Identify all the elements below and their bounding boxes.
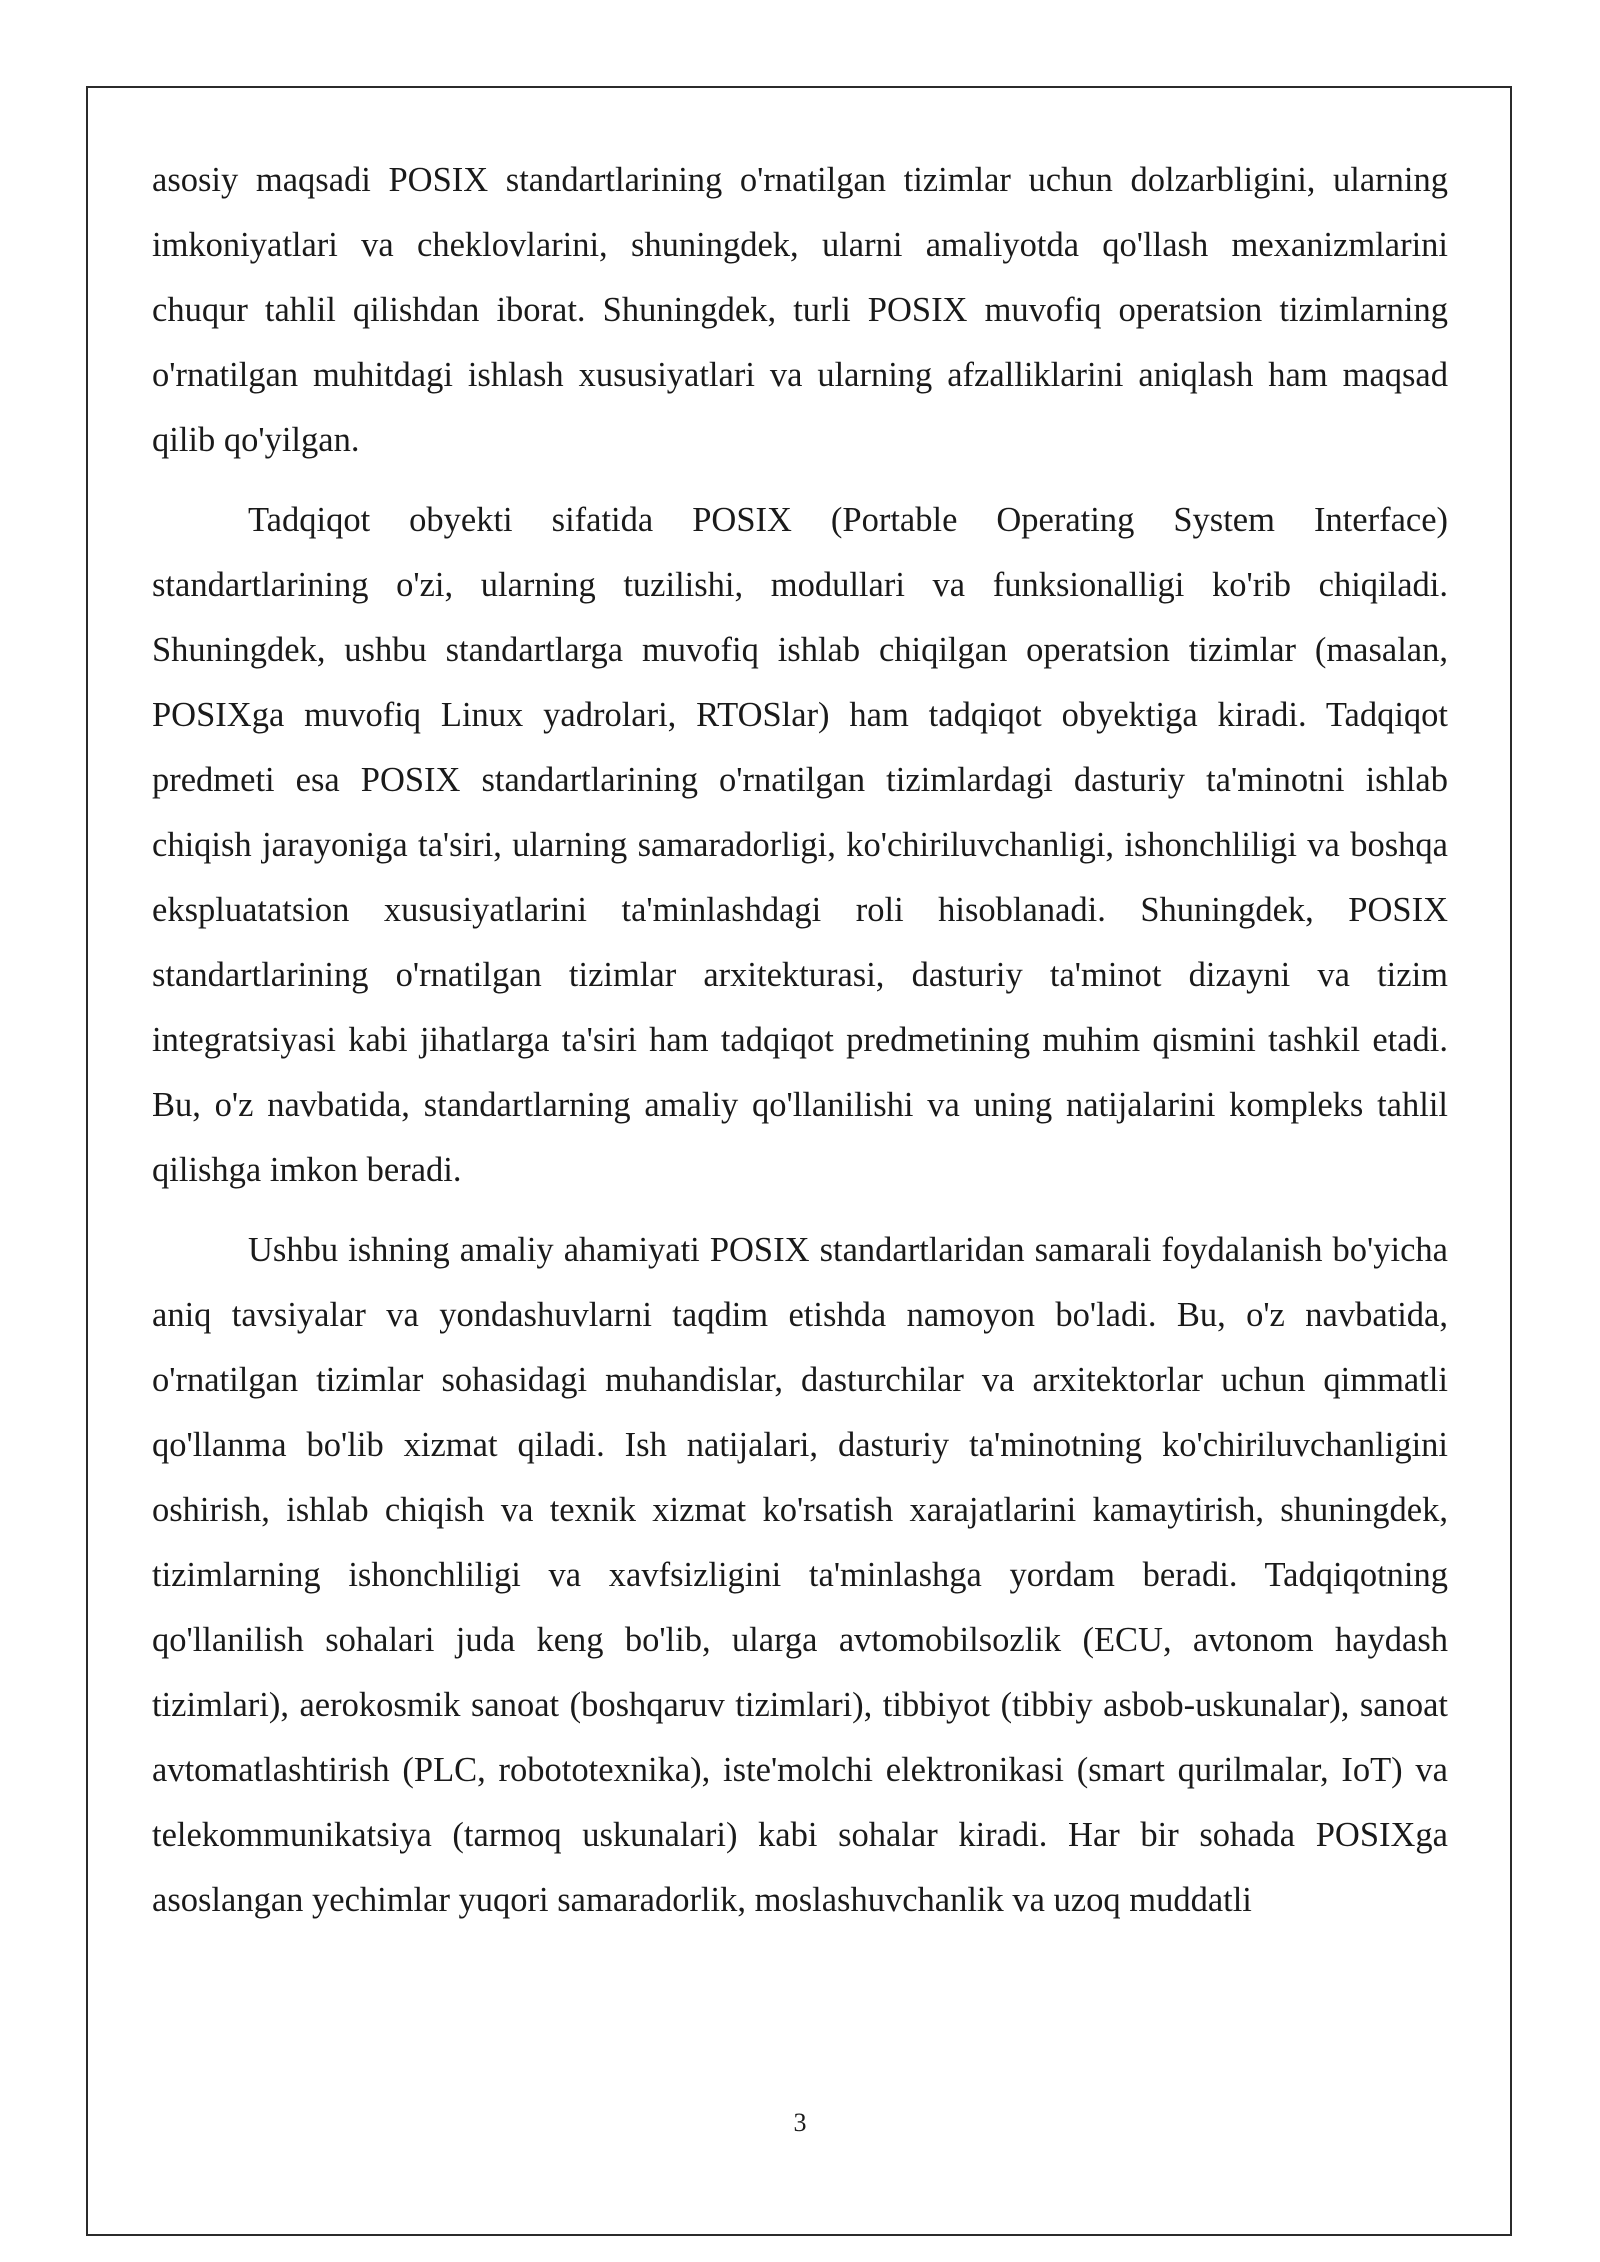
paragraph-practical-significance: Ushbu ishning amaliy ahamiyati POSIX standartlaridan samarali foydalanish bo'yicha aniq tavsiyalar va yondashuvlarni taqdim etishda namoyon bo'ladi. Bu, o'z navbatida, o'rnatilgan tizimlar sohasidagi muhandislar, dasturchilar va arxitektorlar uchun qimmatli qo'llanma bo'lib xizmat qiladi. Ish natijalari, dasturiy ta'minotning ko'chiriluvchanligini oshirish, ishlab chiqish va texnik xizmat ko'rsatish xarajatlarini kamaytirish, shuningdek, tizimlarning ishonchliligi va xavfsizligini ta'minlashga yordam beradi. Tadqiqotning qo'llanilish sohalari juda keng bo'lib, ularga avtomobilsozlik (ECU, avtonom haydash tizimlari), aerokosmik sanoat (boshqaruv tizimlari), tibbiyot (tibbiy asbob-uskunalar), sanoat avtomatlashtirish (PLC, robototexnika), iste'molchi elektronikasi (smart qurilmalar, IoT) va telekommunikatsiya (tarmoq uskunalari) kabi sohalar kiradi. Har bir sohada POSIXga asoslangan yechimlar yuqori samaradorlik, moslashuvchanlik va uzoq muddatli (152, 1231, 1448, 1919)
document-body (152, 148, 1448, 1933)
paragraph-research-object: Tadqiqot obyekti sifatida POSIX (Portable Operating System Interface) standartlarining o'zi, ularning tuzilishi, modullari va funksionalligi ko'rib chiqiladi. Shuningdek, ushbu standartlarga muvofiq ishlab chiqilgan operatsion tizimlar (masalan, POSIXga muvofiq Linux yadrolari, RTOSlar) ham tadqiqot obyektiga kiradi. Tadqiqot predmeti esa POSIX standartlarining o'rnatilgan tizimlardagi dasturiy ta'minotni ishlab chiqish jarayoniga ta'siri, ularning samaradorligi, ko'chiriluvchanligi, ishonchliligi va boshqa ekspluatatsion xususiyatlarini ta'minlashdagi roli hisoblanadi. Shuningdek, POSIX standartlarining o'rnatilgan tizimlar arxitekturasi, dasturiy ta'minot dizayni va tizim integratsiyasi kabi jihatlarga ta'siri ham tadqiqot predmetining muhim qismini tashkil etadi. Bu, o'z navbatida, standartlarning amaliy qo'llanilishi va uning natijalarini kompleks tahlil qilishga imkon beradi. (152, 501, 1448, 1189)
page-number: 3 (793, 2108, 807, 2137)
paragraph-continuation: asosiy maqsadi POSIX standartlarining o'rnatilgan tizimlar uchun dolzarbligini, ularning imkoniyatlari va cheklovlarini, shuningdek, ularni amaliyotda qo'llash mexanizmlarini chuqur tahlil qilishdan iborat. Shuningdek, turli POSIX muvofiq operatsion tizimlarning o'rnatilgan muhitdagi ishlash xususiyatlari va ularning afzalliklarini aniqlash ham maqsad qilib qo'yilgan. (152, 161, 1448, 459)
